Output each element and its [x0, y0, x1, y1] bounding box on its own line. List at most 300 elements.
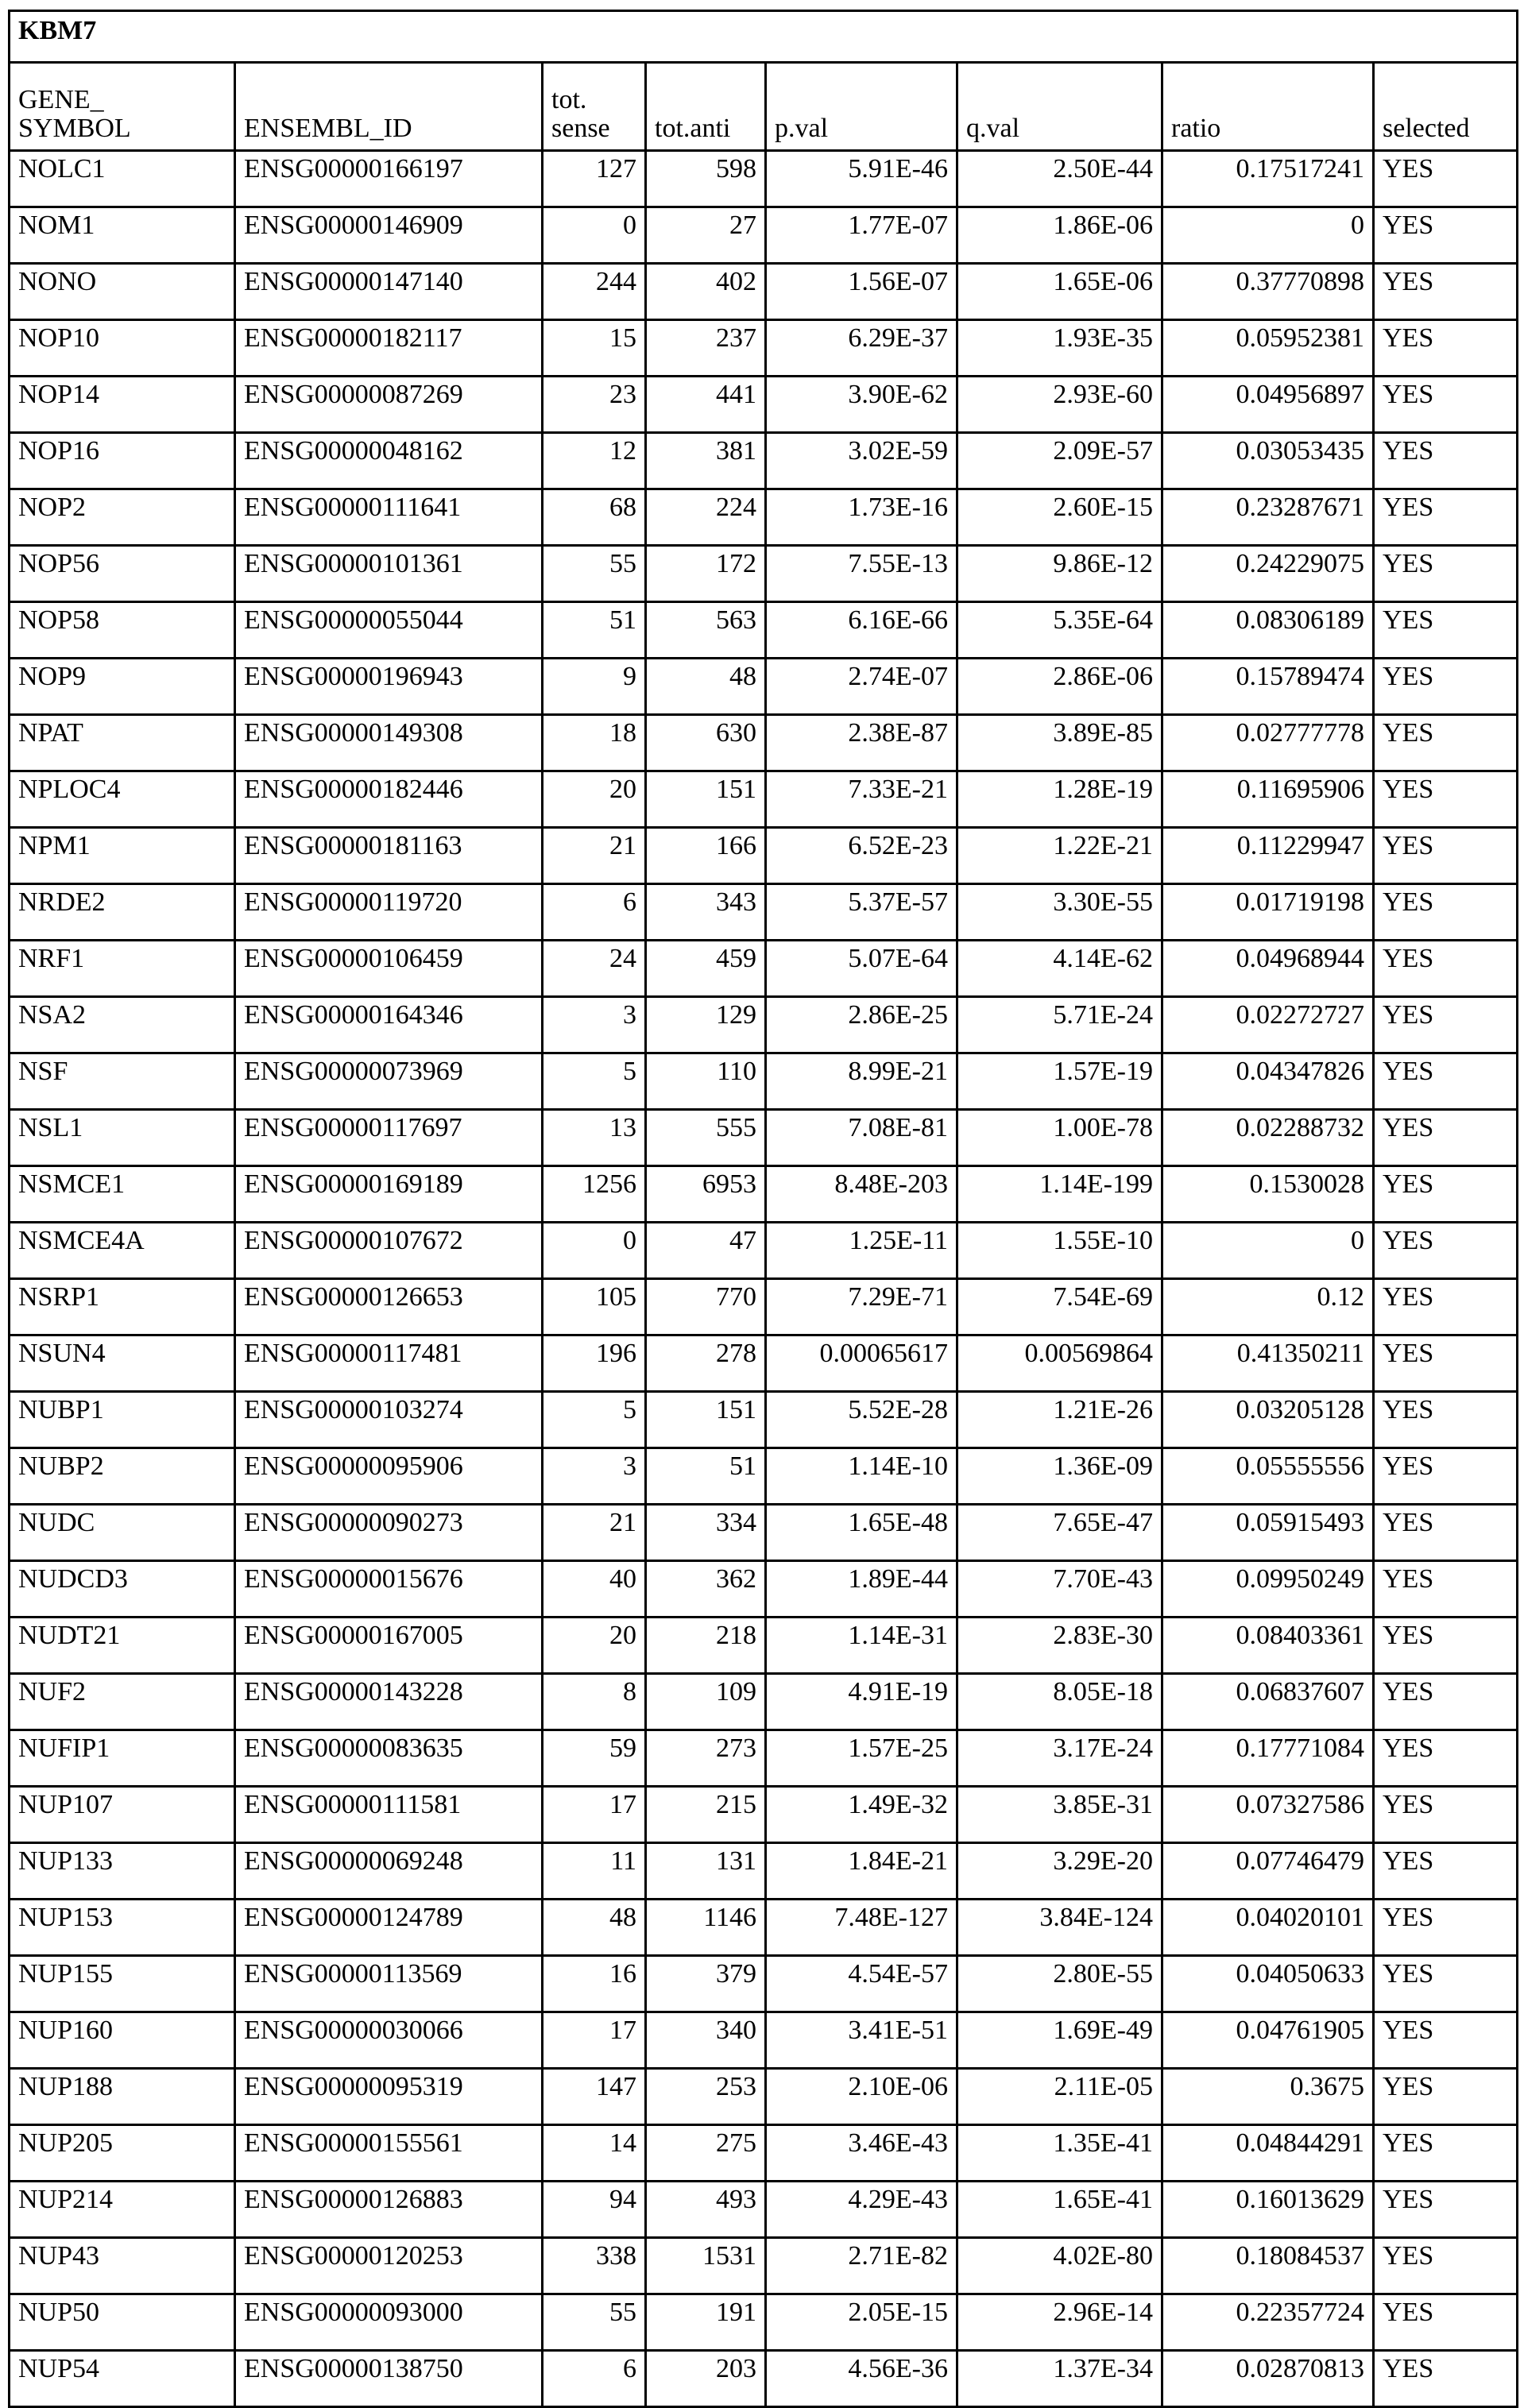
cell-gene-symbol: NUDT21 [10, 1618, 235, 1674]
cell-p-val: 8.48E-203 [766, 1166, 957, 1223]
cell-ensembl-id: ENSG00000155561 [235, 2125, 543, 2182]
cell-p-val: 2.05E-15 [766, 2294, 957, 2351]
cell-selected: YES [1374, 489, 1518, 546]
cell-q-val: 2.93E-60 [957, 377, 1162, 433]
cell-tot-sense: 51 [543, 602, 646, 659]
cell-p-val: 7.08E-81 [766, 1110, 957, 1166]
cell-q-val: 1.36E-09 [957, 1448, 1162, 1505]
column-header-p-val [766, 63, 957, 151]
cell-tot-anti: 129 [646, 997, 766, 1053]
cell-tot-sense: 8 [543, 1674, 646, 1730]
cell-p-val: 1.77E-07 [766, 207, 957, 264]
cell-p-val: 7.29E-71 [766, 1279, 957, 1335]
table-row [10, 1674, 1518, 1730]
table-row [10, 771, 1518, 828]
cell-selected: YES [1374, 1505, 1518, 1561]
cell-ratio: 0.04844291 [1162, 2125, 1374, 2182]
cell-p-val: 1.84E-21 [766, 1843, 957, 1900]
cell-gene-symbol: NSL1 [10, 1110, 235, 1166]
cell-p-val: 6.16E-66 [766, 602, 957, 659]
cell-tot-sense: 6 [543, 2351, 646, 2407]
cell-selected: YES [1374, 1843, 1518, 1900]
cell-ratio: 0.04956897 [1162, 377, 1374, 433]
cell-ensembl-id: ENSG00000095906 [235, 1448, 543, 1505]
column-header-label: selected [1383, 114, 1470, 143]
cell-tot-anti: 563 [646, 602, 766, 659]
cell-q-val: 1.55E-10 [957, 1223, 1162, 1279]
table-row [10, 884, 1518, 941]
cell-ensembl-id: ENSG00000181163 [235, 828, 543, 884]
cell-ensembl-id: ENSG00000146909 [235, 207, 543, 264]
cell-q-val: 1.93E-35 [957, 320, 1162, 377]
column-header-label: ratio [1171, 114, 1221, 143]
cell-ratio: 0.07327586 [1162, 1787, 1374, 1843]
cell-p-val: 1.25E-11 [766, 1223, 957, 1279]
table-row [10, 207, 1518, 264]
cell-gene-symbol: NUP214 [10, 2182, 235, 2238]
cell-selected: YES [1374, 1053, 1518, 1110]
column-header-label: tot. [551, 85, 587, 114]
cell-ensembl-id: ENSG00000106459 [235, 941, 543, 997]
cell-tot-sense: 20 [543, 771, 646, 828]
cell-selected: YES [1374, 2238, 1518, 2294]
cell-tot-sense: 12 [543, 433, 646, 489]
table-row [10, 715, 1518, 771]
cell-selected: YES [1374, 1674, 1518, 1730]
cell-p-val: 4.91E-19 [766, 1674, 957, 1730]
cell-ensembl-id: ENSG00000120253 [235, 2238, 543, 2294]
cell-selected: YES [1374, 1618, 1518, 1674]
cell-gene-symbol: NOP9 [10, 659, 235, 715]
cell-ratio: 0.11229947 [1162, 828, 1374, 884]
cell-q-val: 3.84E-124 [957, 1900, 1162, 1956]
cell-selected: YES [1374, 997, 1518, 1053]
cell-ratio: 0.12 [1162, 1279, 1374, 1335]
table-row [10, 433, 1518, 489]
table-row [10, 2182, 1518, 2238]
cell-p-val: 0.00065617 [766, 1335, 957, 1392]
table-row [10, 2238, 1518, 2294]
cell-tot-sense: 147 [543, 2069, 646, 2125]
cell-ratio: 0.05555556 [1162, 1448, 1374, 1505]
cell-gene-symbol: NOP14 [10, 377, 235, 433]
cell-tot-anti: 278 [646, 1335, 766, 1392]
cell-q-val: 1.69E-49 [957, 2012, 1162, 2069]
cell-tot-sense: 14 [543, 2125, 646, 2182]
table-row [10, 1618, 1518, 1674]
cell-ratio: 0.1530028 [1162, 1166, 1374, 1223]
cell-gene-symbol: NUBP1 [10, 1392, 235, 1448]
cell-tot-anti: 459 [646, 941, 766, 997]
cell-tot-anti: 237 [646, 320, 766, 377]
column-header-label: q.val [966, 114, 1020, 143]
cell-gene-symbol: NUP133 [10, 1843, 235, 1900]
cell-ratio: 0 [1162, 207, 1374, 264]
table-row [10, 377, 1518, 433]
cell-selected: YES [1374, 2182, 1518, 2238]
cell-tot-anti: 441 [646, 377, 766, 433]
cell-ratio: 0.04347826 [1162, 1053, 1374, 1110]
column-header-gene-symbol [10, 63, 235, 151]
cell-q-val: 2.60E-15 [957, 489, 1162, 546]
cell-selected: YES [1374, 207, 1518, 264]
column-header-label: p.val [775, 114, 829, 143]
cell-selected: YES [1374, 1110, 1518, 1166]
cell-ensembl-id: ENSG00000196943 [235, 659, 543, 715]
cell-gene-symbol: NUP160 [10, 2012, 235, 2069]
cell-ratio: 0.37770898 [1162, 264, 1374, 320]
cell-q-val: 3.29E-20 [957, 1843, 1162, 1900]
cell-ensembl-id: ENSG00000093000 [235, 2294, 543, 2351]
cell-p-val: 1.57E-25 [766, 1730, 957, 1787]
cell-selected: YES [1374, 828, 1518, 884]
cell-selected: YES [1374, 1900, 1518, 1956]
cell-ensembl-id: ENSG00000119720 [235, 884, 543, 941]
column-header-label: sense [551, 114, 610, 143]
cell-q-val: 3.17E-24 [957, 1730, 1162, 1787]
cell-tot-anti: 110 [646, 1053, 766, 1110]
cell-tot-sense: 1256 [543, 1166, 646, 1223]
cell-selected: YES [1374, 1956, 1518, 2012]
cell-tot-anti: 770 [646, 1279, 766, 1335]
cell-q-val: 1.35E-41 [957, 2125, 1162, 2182]
cell-tot-anti: 218 [646, 1618, 766, 1674]
cell-q-val: 2.96E-14 [957, 2294, 1162, 2351]
cell-p-val: 1.49E-32 [766, 1787, 957, 1843]
cell-ratio: 0.3675 [1162, 2069, 1374, 2125]
cell-tot-anti: 598 [646, 151, 766, 207]
column-header-q-val [957, 63, 1162, 151]
cell-tot-anti: 340 [646, 2012, 766, 2069]
cell-ratio: 0.01719198 [1162, 884, 1374, 941]
cell-gene-symbol: NOP2 [10, 489, 235, 546]
cell-ratio: 0.08306189 [1162, 602, 1374, 659]
cell-gene-symbol: NOP58 [10, 602, 235, 659]
cell-ensembl-id: ENSG00000048162 [235, 433, 543, 489]
cell-p-val: 5.37E-57 [766, 884, 957, 941]
column-header-ensembl-id [235, 63, 543, 151]
cell-p-val: 2.71E-82 [766, 2238, 957, 2294]
cell-tot-anti: 48 [646, 659, 766, 715]
cell-ensembl-id: ENSG00000167005 [235, 1618, 543, 1674]
cell-selected: YES [1374, 1392, 1518, 1448]
cell-q-val: 2.80E-55 [957, 1956, 1162, 2012]
table-row [10, 1787, 1518, 1843]
cell-q-val: 0.00569864 [957, 1335, 1162, 1392]
cell-ensembl-id: ENSG00000182117 [235, 320, 543, 377]
cell-gene-symbol: NSF [10, 1053, 235, 1110]
table-row [10, 320, 1518, 377]
cell-ratio: 0.05952381 [1162, 320, 1374, 377]
cell-selected: YES [1374, 659, 1518, 715]
cell-ensembl-id: ENSG00000166197 [235, 151, 543, 207]
cell-p-val: 4.29E-43 [766, 2182, 957, 2238]
cell-tot-sense: 0 [543, 207, 646, 264]
cell-gene-symbol: NRDE2 [10, 884, 235, 941]
cell-tot-sense: 5 [543, 1392, 646, 1448]
cell-gene-symbol: NSRP1 [10, 1279, 235, 1335]
cell-ratio: 0.23287671 [1162, 489, 1374, 546]
cell-gene-symbol: NUP43 [10, 2238, 235, 2294]
cell-ratio: 0.18084537 [1162, 2238, 1374, 2294]
cell-gene-symbol: NOP16 [10, 433, 235, 489]
table-row [10, 1843, 1518, 1900]
cell-q-val: 7.65E-47 [957, 1505, 1162, 1561]
cell-tot-anti: 166 [646, 828, 766, 884]
cell-ratio: 0 [1162, 1223, 1374, 1279]
cell-tot-sense: 55 [543, 546, 646, 602]
cell-q-val: 5.71E-24 [957, 997, 1162, 1053]
cell-tot-sense: 5 [543, 1053, 646, 1110]
cell-p-val: 1.89E-44 [766, 1561, 957, 1618]
cell-selected: YES [1374, 1335, 1518, 1392]
cell-tot-sense: 17 [543, 2012, 646, 2069]
table-row [10, 828, 1518, 884]
cell-tot-anti: 402 [646, 264, 766, 320]
cell-gene-symbol: NPM1 [10, 828, 235, 884]
cell-ratio: 0.04020101 [1162, 1900, 1374, 1956]
cell-p-val: 1.73E-16 [766, 489, 957, 546]
table-row [10, 2125, 1518, 2182]
table-row [10, 1110, 1518, 1166]
cell-q-val: 7.70E-43 [957, 1561, 1162, 1618]
cell-ensembl-id: ENSG00000103274 [235, 1392, 543, 1448]
cell-q-val: 9.86E-12 [957, 546, 1162, 602]
cell-q-val: 3.30E-55 [957, 884, 1162, 941]
cell-tot-anti: 275 [646, 2125, 766, 2182]
table-row [10, 1561, 1518, 1618]
cell-gene-symbol: NUF2 [10, 1674, 235, 1730]
table-row [10, 1448, 1518, 1505]
cell-ratio: 0.17517241 [1162, 151, 1374, 207]
cell-tot-anti: 203 [646, 2351, 766, 2407]
cell-p-val: 3.90E-62 [766, 377, 957, 433]
cell-q-val: 1.37E-34 [957, 2351, 1162, 2407]
cell-ensembl-id: ENSG00000030066 [235, 2012, 543, 2069]
cell-tot-sense: 18 [543, 715, 646, 771]
cell-q-val: 1.21E-26 [957, 1392, 1162, 1448]
cell-gene-symbol: NOM1 [10, 207, 235, 264]
cell-gene-symbol: NUFIP1 [10, 1730, 235, 1787]
cell-ratio: 0.41350211 [1162, 1335, 1374, 1392]
cell-gene-symbol: NOP56 [10, 546, 235, 602]
cell-tot-anti: 379 [646, 1956, 766, 2012]
column-header-label: SYMBOL [18, 114, 131, 143]
cell-gene-symbol: NRF1 [10, 941, 235, 997]
cell-tot-sense: 24 [543, 941, 646, 997]
cell-q-val: 5.35E-64 [957, 602, 1162, 659]
cell-tot-sense: 20 [543, 1618, 646, 1674]
cell-tot-anti: 224 [646, 489, 766, 546]
cell-ratio: 0.05915493 [1162, 1505, 1374, 1561]
cell-q-val: 2.83E-30 [957, 1618, 1162, 1674]
cell-gene-symbol: NUDC [10, 1505, 235, 1561]
cell-ratio: 0.03205128 [1162, 1392, 1374, 1448]
cell-ratio: 0.24229075 [1162, 546, 1374, 602]
cell-ratio: 0.02272727 [1162, 997, 1374, 1053]
cell-p-val: 2.10E-06 [766, 2069, 957, 2125]
cell-selected: YES [1374, 1223, 1518, 1279]
cell-ratio: 0.09950249 [1162, 1561, 1374, 1618]
cell-ensembl-id: ENSG00000126883 [235, 2182, 543, 2238]
cell-ratio: 0.02288732 [1162, 1110, 1374, 1166]
cell-p-val: 3.46E-43 [766, 2125, 957, 2182]
table-header-row [10, 63, 1518, 151]
cell-ratio: 0.07746479 [1162, 1843, 1374, 1900]
cell-q-val: 4.14E-62 [957, 941, 1162, 997]
cell-q-val: 1.14E-199 [957, 1166, 1162, 1223]
cell-p-val: 7.55E-13 [766, 546, 957, 602]
cell-ratio: 0.04050633 [1162, 1956, 1374, 2012]
cell-p-val: 1.14E-31 [766, 1618, 957, 1674]
cell-gene-symbol: NUP188 [10, 2069, 235, 2125]
cell-gene-symbol: NPLOC4 [10, 771, 235, 828]
cell-selected: YES [1374, 1561, 1518, 1618]
table-row [10, 151, 1518, 207]
cell-ratio: 0.15789474 [1162, 659, 1374, 715]
cell-tot-anti: 343 [646, 884, 766, 941]
cell-p-val: 5.52E-28 [766, 1392, 957, 1448]
cell-tot-anti: 253 [646, 2069, 766, 2125]
cell-q-val: 8.05E-18 [957, 1674, 1162, 1730]
cell-q-val: 1.86E-06 [957, 207, 1162, 264]
cell-ensembl-id: ENSG00000147140 [235, 264, 543, 320]
cell-tot-anti: 172 [646, 546, 766, 602]
gene-table [8, 10, 1518, 2408]
cell-selected: YES [1374, 771, 1518, 828]
cell-p-val: 7.48E-127 [766, 1900, 957, 1956]
cell-ensembl-id: ENSG00000164346 [235, 997, 543, 1053]
cell-ensembl-id: ENSG00000095319 [235, 2069, 543, 2125]
cell-tot-sense: 6 [543, 884, 646, 941]
cell-selected: YES [1374, 941, 1518, 997]
table-row [10, 264, 1518, 320]
cell-tot-sense: 94 [543, 2182, 646, 2238]
cell-ensembl-id: ENSG00000083635 [235, 1730, 543, 1787]
cell-ensembl-id: ENSG00000149308 [235, 715, 543, 771]
cell-p-val: 3.02E-59 [766, 433, 957, 489]
cell-selected: YES [1374, 1279, 1518, 1335]
cell-tot-anti: 191 [646, 2294, 766, 2351]
cell-tot-anti: 51 [646, 1448, 766, 1505]
cell-tot-anti: 381 [646, 433, 766, 489]
cell-tot-anti: 109 [646, 1674, 766, 1730]
cell-ratio: 0.22357724 [1162, 2294, 1374, 2351]
cell-ensembl-id: ENSG00000126653 [235, 1279, 543, 1335]
cell-gene-symbol: NUP107 [10, 1787, 235, 1843]
cell-p-val: 7.33E-21 [766, 771, 957, 828]
table-row [10, 1392, 1518, 1448]
cell-gene-symbol: NSMCE1 [10, 1166, 235, 1223]
cell-ensembl-id: ENSG00000073969 [235, 1053, 543, 1110]
cell-selected: YES [1374, 2069, 1518, 2125]
table-row [10, 602, 1518, 659]
cell-selected: YES [1374, 546, 1518, 602]
cell-ensembl-id: ENSG00000111581 [235, 1787, 543, 1843]
cell-ensembl-id: ENSG00000111641 [235, 489, 543, 546]
cell-selected: YES [1374, 1730, 1518, 1787]
cell-ensembl-id: ENSG00000182446 [235, 771, 543, 828]
cell-selected: YES [1374, 602, 1518, 659]
table-row [10, 546, 1518, 602]
cell-q-val: 2.09E-57 [957, 433, 1162, 489]
cell-tot-sense: 13 [543, 1110, 646, 1166]
cell-tot-sense: 55 [543, 2294, 646, 2351]
cell-tot-anti: 1146 [646, 1900, 766, 1956]
cell-ensembl-id: ENSG00000087269 [235, 377, 543, 433]
cell-q-val: 2.11E-05 [957, 2069, 1162, 2125]
table-row [10, 1166, 1518, 1223]
cell-ratio: 0.03053435 [1162, 433, 1374, 489]
cell-ensembl-id: ENSG00000055044 [235, 602, 543, 659]
cell-gene-symbol: NUBP2 [10, 1448, 235, 1505]
table-title: KBM7 [10, 11, 1518, 63]
table-row [10, 489, 1518, 546]
column-header-selected [1374, 63, 1518, 151]
cell-tot-sense: 21 [543, 828, 646, 884]
cell-ensembl-id: ENSG00000113569 [235, 1956, 543, 2012]
cell-gene-symbol: NUP205 [10, 2125, 235, 2182]
cell-tot-anti: 334 [646, 1505, 766, 1561]
cell-ensembl-id: ENSG00000138750 [235, 2351, 543, 2407]
cell-gene-symbol: NOP10 [10, 320, 235, 377]
table-row [10, 659, 1518, 715]
cell-ratio: 0.02777778 [1162, 715, 1374, 771]
cell-q-val: 3.85E-31 [957, 1787, 1162, 1843]
cell-selected: YES [1374, 433, 1518, 489]
cell-selected: YES [1374, 2294, 1518, 2351]
cell-p-val: 4.54E-57 [766, 1956, 957, 2012]
cell-tot-sense: 23 [543, 377, 646, 433]
cell-ensembl-id: ENSG00000101361 [235, 546, 543, 602]
cell-ensembl-id: ENSG00000124789 [235, 1900, 543, 1956]
cell-selected: YES [1374, 715, 1518, 771]
cell-q-val: 3.89E-85 [957, 715, 1162, 771]
cell-tot-anti: 47 [646, 1223, 766, 1279]
column-header-tot-anti [646, 63, 766, 151]
table-row [10, 1956, 1518, 2012]
cell-p-val: 2.86E-25 [766, 997, 957, 1053]
cell-p-val: 5.07E-64 [766, 941, 957, 997]
cell-gene-symbol: NUDCD3 [10, 1561, 235, 1618]
cell-tot-sense: 16 [543, 1956, 646, 2012]
cell-tot-anti: 362 [646, 1561, 766, 1618]
cell-tot-anti: 27 [646, 207, 766, 264]
cell-selected: YES [1374, 2012, 1518, 2069]
table-row [10, 1505, 1518, 1561]
cell-q-val: 1.28E-19 [957, 771, 1162, 828]
column-header-label: ENSEMBL_ID [244, 114, 412, 143]
column-header-ratio [1162, 63, 1374, 151]
cell-tot-anti: 555 [646, 1110, 766, 1166]
cell-selected: YES [1374, 377, 1518, 433]
cell-tot-sense: 48 [543, 1900, 646, 1956]
cell-ratio: 0.17771084 [1162, 1730, 1374, 1787]
cell-ensembl-id: ENSG00000143228 [235, 1674, 543, 1730]
cell-ratio: 0.06837607 [1162, 1674, 1374, 1730]
cell-tot-anti: 151 [646, 1392, 766, 1448]
cell-q-val: 4.02E-80 [957, 2238, 1162, 2294]
cell-selected: YES [1374, 1787, 1518, 1843]
cell-tot-sense: 11 [543, 1843, 646, 1900]
cell-tot-anti: 1531 [646, 2238, 766, 2294]
cell-gene-symbol: NSA2 [10, 997, 235, 1053]
cell-selected: YES [1374, 264, 1518, 320]
cell-ensembl-id: ENSG00000117481 [235, 1335, 543, 1392]
cell-q-val: 1.65E-41 [957, 2182, 1162, 2238]
cell-ensembl-id: ENSG00000107672 [235, 1223, 543, 1279]
table-row [10, 2069, 1518, 2125]
